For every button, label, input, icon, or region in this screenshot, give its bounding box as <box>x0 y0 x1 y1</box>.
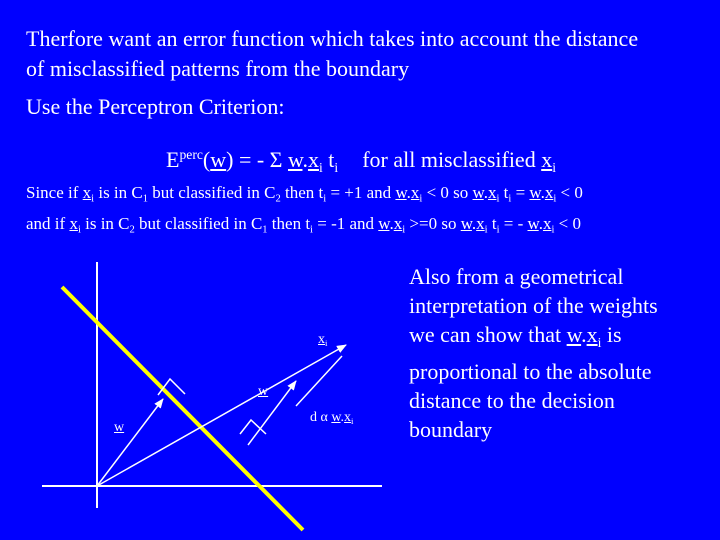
geo-line-6: boundary <box>409 416 493 442</box>
geo-line-1: Also from a geometrical <box>409 264 624 289</box>
label-w-upper: w <box>258 384 269 399</box>
label-distance: d α $w.x_i$ <box>310 410 354 427</box>
weight-vector-arrow <box>97 399 163 486</box>
decision-boundary-line <box>62 287 303 530</box>
geometric-interpretation-text <box>409 262 658 444</box>
intro-line-1: Therfore want an error function which takes into account the distance <box>26 26 639 51</box>
label-w-lower: w <box>114 420 125 435</box>
geo-line-2: interpretation of the weights <box>409 293 658 318</box>
geo-line-4: proportional to the absolute <box>409 358 652 384</box>
geo-line-3: we can show that $w.x_i$ is <box>409 322 622 350</box>
translated-w-arrow <box>248 381 296 445</box>
explanation-line-2: and if $x_i$ is in $C_2$ but classified in $C_1$ then $t_i = -1$ and $w.x_i >=0$ so $w.x_i$ $t_i$ = - $w.x_i < 0$ <box>26 213 581 236</box>
explanation-line-1: Since if $x_i$ is in $C_1$ but classified in $C_2$ then $t_i = +1$ and $w.x_i < 0$ so $w.x_i$ $t_i = w.x_i < 0$ <box>26 183 583 205</box>
distance-line <box>296 356 342 406</box>
perceptron-criterion-equation: $E^{perc}(w)$ = - Σ $w.x_i$ $t_i$ for all misclassified $x_i$ <box>166 147 556 175</box>
xi-vector-arrow <box>97 345 346 486</box>
criterion-heading: Use the Perceptron Criterion: <box>26 94 285 119</box>
intro-line-2: of misclassified patterns from the boundary <box>26 56 410 81</box>
geo-line-5: distance to the decision <box>409 387 615 413</box>
label-xi: $x_i$ <box>318 332 328 349</box>
